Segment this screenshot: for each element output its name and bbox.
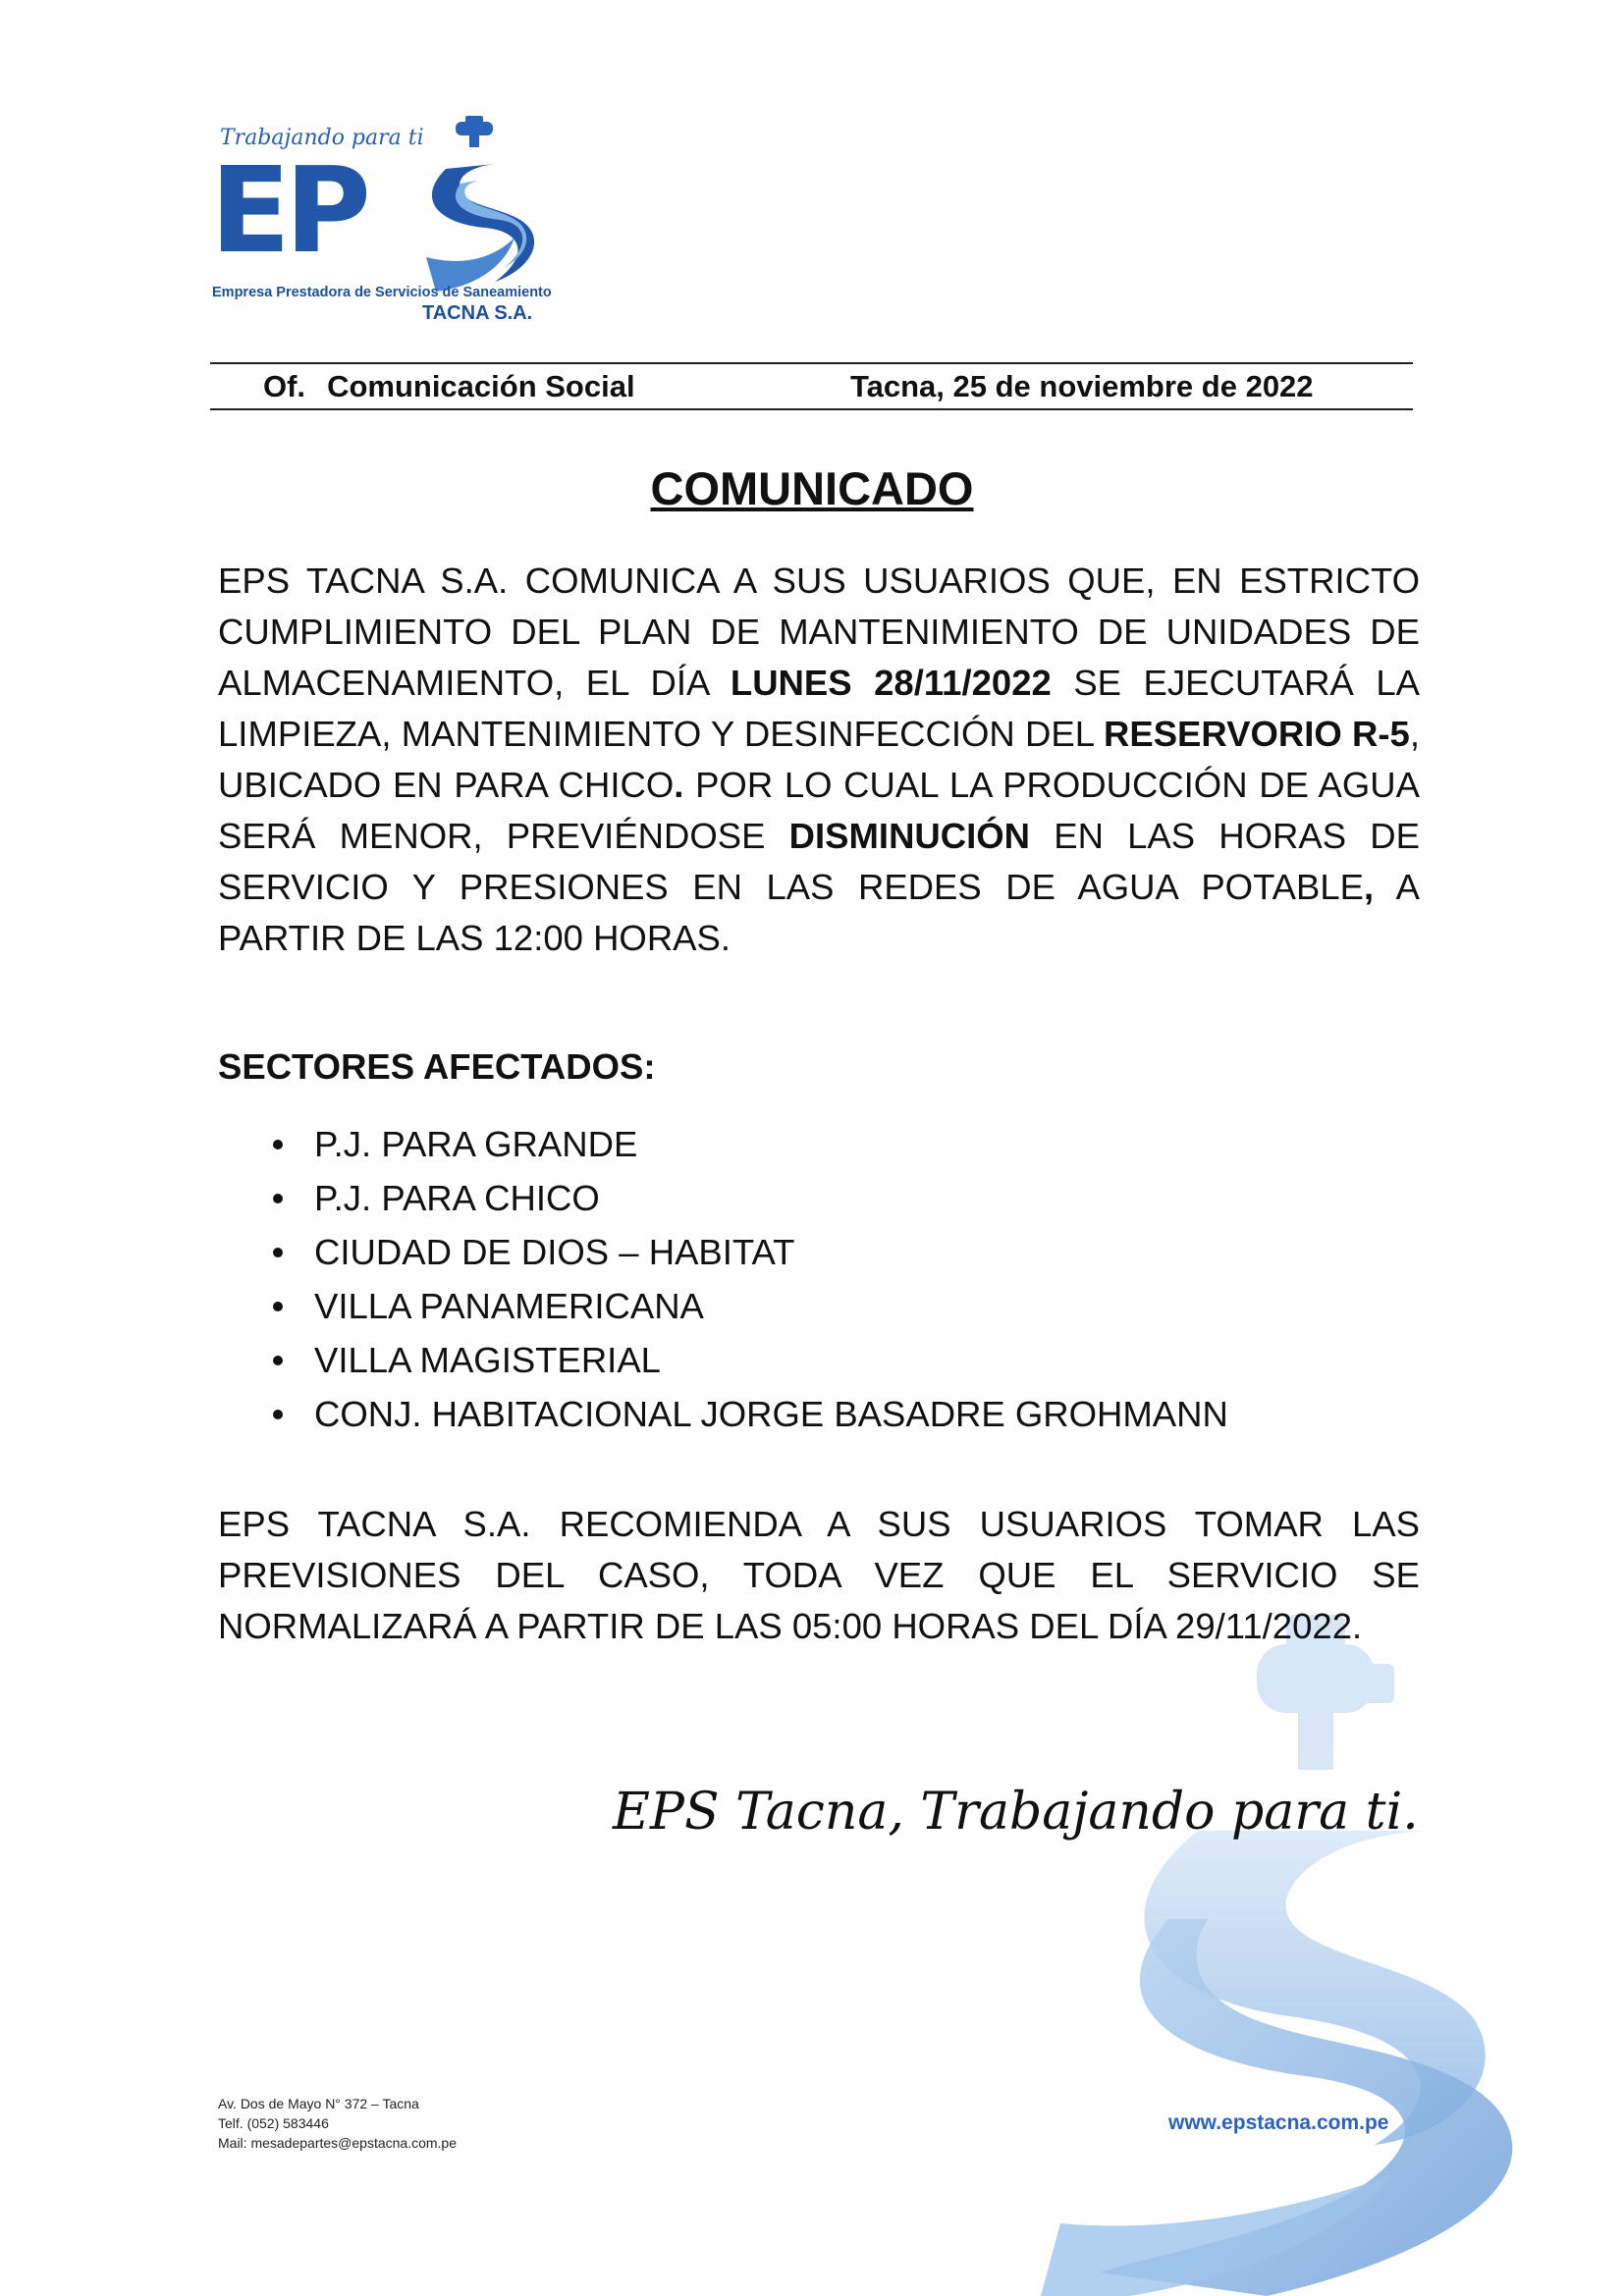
- paragraph-punct-bold: ,: [1364, 867, 1375, 907]
- sector-label: P.J. PARA CHICO: [314, 1178, 600, 1218]
- sectors-list: [273, 1117, 1228, 1441]
- bullet-icon: [273, 1302, 283, 1311]
- paragraph-text: A PARTIR DE LAS 12:00 HORAS.: [218, 867, 1420, 958]
- paragraph-reservoir-bold: RESERVORIO R-5: [1104, 714, 1410, 754]
- logo-tagline: Trabajando para ti: [220, 126, 424, 150]
- footer-address: Av. Dos de Mayo N° 372 – Tacna: [218, 2096, 419, 2111]
- sector-label: VILLA MAGISTERIAL: [314, 1340, 661, 1380]
- paragraph-text: , UBICADO EN PARA CHICO: [218, 714, 1420, 805]
- logo-letters: EP: [210, 143, 365, 280]
- footer-phone: Telf. (052) 583446: [218, 2115, 329, 2131]
- bullet-icon: [273, 1194, 283, 1203]
- main-paragraph: [218, 556, 1420, 964]
- paragraph-text: SE EJECUTARÁ LA LIMPIEZA, MANTENIMIENTO Y DESINFECCIÓN DEL: [218, 663, 1420, 754]
- paragraph-text: EN LAS HORAS DE SERVICIO Y PRESIONES EN LAS REDES DE AGUA POTABLE: [218, 816, 1421, 907]
- paragraph-text: EPS TACNA S.A. COMUNICA A SUS USUARIOS QUE, EN ESTRICTO CUMPLIMIENTO DEL PLAN DE MANTENIMIENTO DE UNIDADES DE ALMACENAMIENTO, EL DÍA: [218, 561, 1420, 703]
- paragraph-text: POR LO CUAL LA PRODUCCIÓN DE AGUA SERÁ MENOR, PREVIÉNDOSE: [218, 765, 1420, 856]
- logo-s-wave-icon: [406, 110, 544, 296]
- sector-label: VILLA PANAMERICANA: [314, 1286, 704, 1326]
- paragraph-punct-bold: .: [674, 765, 684, 805]
- list-item: [273, 1279, 1228, 1333]
- list-item: [273, 1333, 1228, 1387]
- bullet-icon: [273, 1248, 283, 1257]
- wave-watermark: [1041, 1585, 1624, 2296]
- recommendation-paragraph: EPS TACNA S.A. RECOMIENDA A SUS USUARIOS TOMAR LAS PREVISIONES DEL CASO, TODA VEZ QUE EL SERVICIO SE NORMALIZARÁ A PARTIR DE LAS 05:00 HORAS DEL DÍA 29/11/2022.: [218, 1504, 1420, 1646]
- bullet-icon: [273, 1356, 283, 1365]
- eps-logo: [210, 110, 552, 324]
- list-item: [273, 1387, 1228, 1441]
- footer-mail: Mail: mesadepartes@epstacna.com.pe: [218, 2135, 457, 2151]
- sector-label: CONJ. HABITACIONAL JORGE BASADRE GROHMANN: [314, 1394, 1228, 1434]
- page-title: COMUNICADO: [650, 462, 974, 514]
- paragraph-date-bold: LUNES 28/11/2022: [730, 663, 1052, 703]
- list-item: [273, 1171, 1228, 1225]
- header-rule-top: [210, 362, 1413, 364]
- list-item: [273, 1117, 1228, 1171]
- place-date: Tacna, 25 de noviembre de 2022: [850, 369, 1314, 403]
- header-rule-bottom: [210, 408, 1413, 410]
- footer-contact: [218, 2094, 457, 2153]
- sector-label: CIUDAD DE DIOS – HABITAT: [314, 1232, 795, 1272]
- office-prefix: Of.: [263, 369, 306, 403]
- logo-city: TACNA S.A.: [422, 302, 533, 324]
- list-item: [273, 1225, 1228, 1279]
- slogan: EPS Tacna, Trabajando para ti.: [613, 1783, 1419, 1842]
- sector-label: P.J. PARA GRANDE: [314, 1124, 638, 1164]
- office-line: [263, 369, 635, 404]
- paragraph-decrease-bold: DISMINUCIÓN: [788, 816, 1031, 856]
- logo-company-name: Empresa Prestadora de Servicios de Saneamiento: [212, 285, 552, 300]
- website-link[interactable]: www.epstacna.com.pe: [1168, 2111, 1389, 2134]
- sectors-heading: SECTORES AFECTADOS:: [218, 1046, 656, 1087]
- office-name: Comunicación Social: [327, 369, 635, 403]
- bullet-icon: [273, 1140, 283, 1149]
- bullet-icon: [273, 1410, 283, 1419]
